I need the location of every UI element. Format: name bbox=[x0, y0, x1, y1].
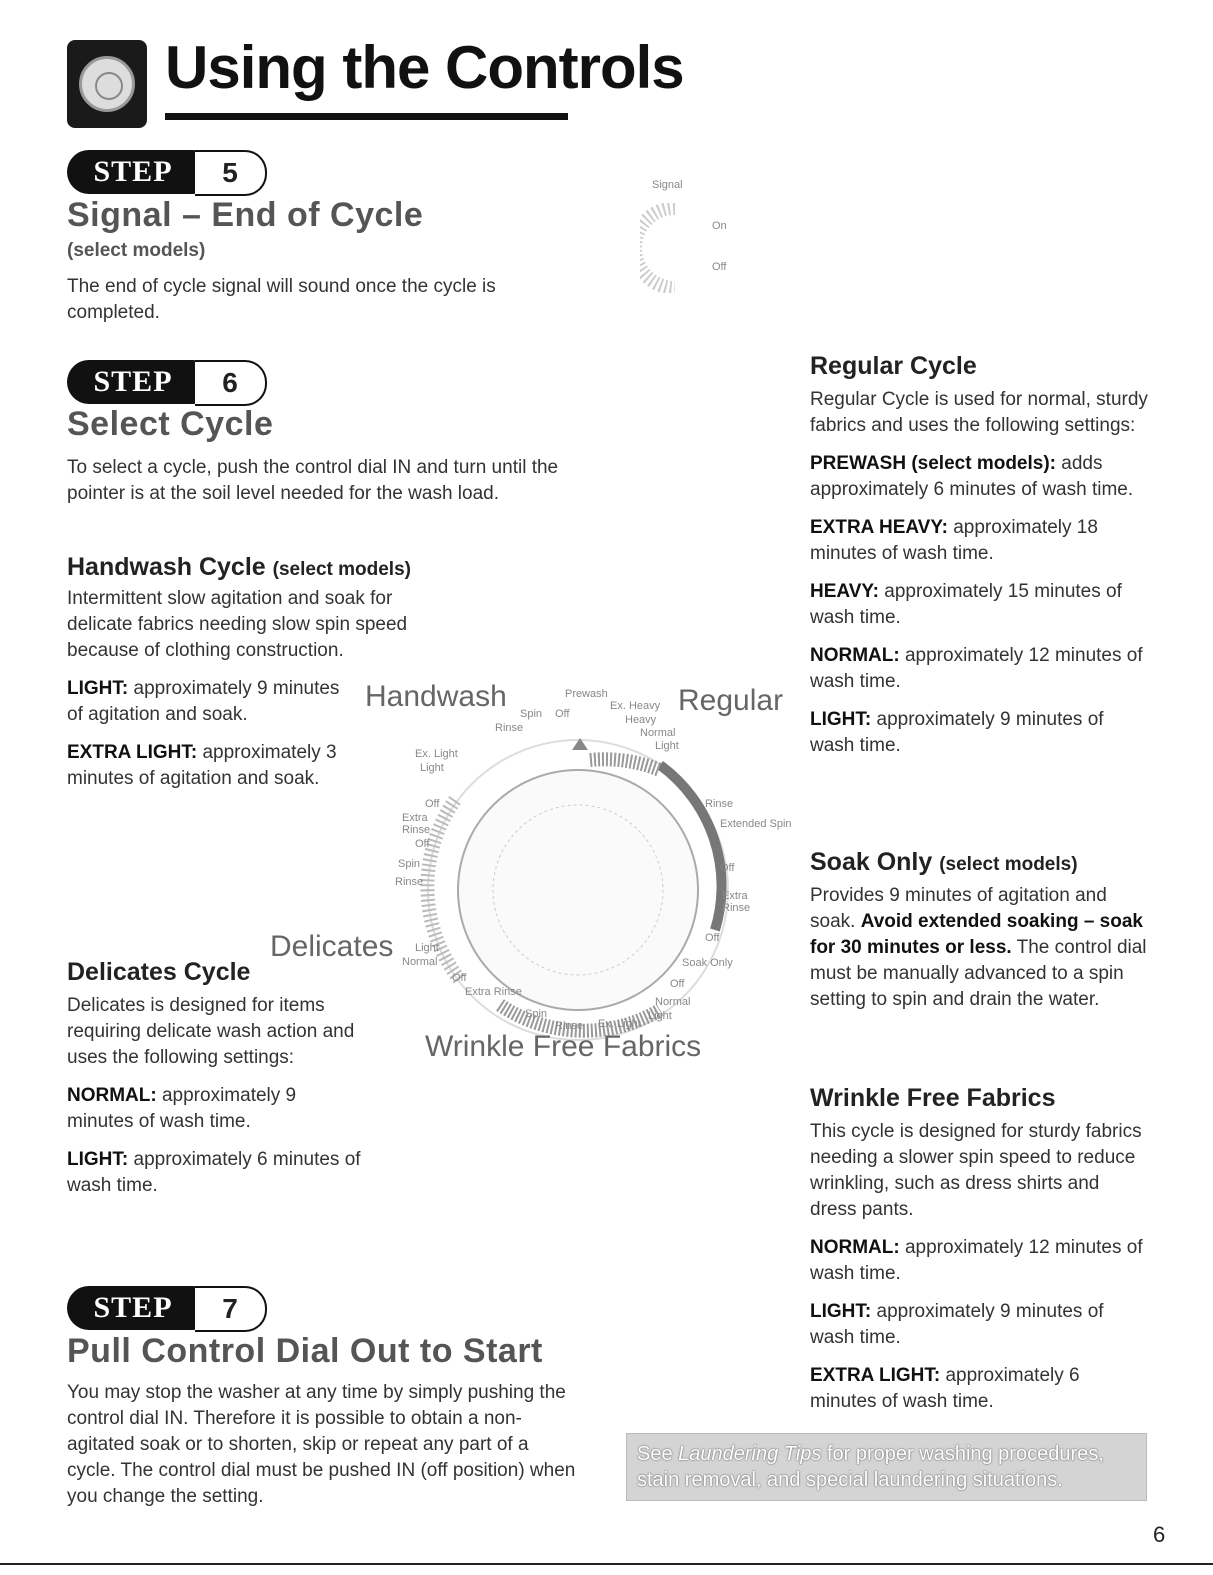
signal-off-label: Off bbox=[712, 261, 727, 273]
dial-off-label: Off bbox=[670, 978, 685, 990]
dial-ex-light-label: Ex. Light bbox=[415, 748, 458, 760]
dial-spin-label: Spin bbox=[398, 858, 421, 870]
dial-delicates-label: Delicates bbox=[270, 930, 394, 963]
soak-title: Soak Only bbox=[810, 848, 933, 876]
delicates-body: Delicates is designed for items requiring delicate wash action and uses the following settings: bbox=[67, 995, 355, 1068]
step-6-title: Select Cycle bbox=[67, 405, 274, 443]
delicates-item: LIGHT: approximately 6 minutes of wash time. bbox=[67, 1149, 361, 1196]
delicates-title: Delicates Cycle bbox=[67, 958, 251, 986]
step-5-body: The end of cycle signal will sound once the cycle is completed. bbox=[67, 276, 496, 323]
step-label: STEP bbox=[67, 1286, 199, 1330]
regular-title: Regular Cycle bbox=[810, 352, 977, 380]
dial-normal-label: Normal bbox=[402, 956, 438, 968]
dial-off-label: Off bbox=[425, 798, 440, 810]
wrinkle-item: LIGHT: approximately 9 minutes of wash time. bbox=[810, 1301, 1104, 1348]
wrinkle-item: EXTRA LIGHT: approximately 6 minutes of wash time. bbox=[810, 1365, 1080, 1412]
footer-rule bbox=[0, 1563, 1213, 1565]
step-number: 5 bbox=[195, 150, 267, 196]
delicates-section bbox=[67, 958, 387, 1211]
laundering-tips-link[interactable]: Laundering Tips bbox=[678, 1443, 822, 1465]
regular-item: EXTRA HEAVY: approximately 18 minutes of wash time. bbox=[810, 517, 1098, 564]
signal-knob-icon bbox=[640, 203, 710, 293]
dial-normal-label: Normal bbox=[655, 996, 691, 1008]
signal-on-label: On bbox=[712, 220, 727, 232]
dial-spin-label: Spin bbox=[520, 708, 543, 720]
soak-section bbox=[810, 848, 1150, 1013]
dial-light-label: Light bbox=[415, 942, 439, 954]
wrinkle-title: Wrinkle Free Fabrics bbox=[810, 1084, 1056, 1112]
dial-off-label: Off bbox=[705, 932, 720, 944]
dial-off-label: Off bbox=[415, 838, 430, 850]
regular-item: HEAVY: approximately 15 minutes of wash time. bbox=[810, 581, 1122, 628]
step-number: 7 bbox=[195, 1286, 267, 1332]
regular-item: NORMAL: approximately 12 minutes of wash time. bbox=[810, 645, 1143, 692]
dial-spin-label: Spin bbox=[525, 1008, 548, 1020]
dial-extended-spin-label: Extended Spin bbox=[720, 818, 792, 830]
dial-off-label: Off bbox=[555, 708, 570, 720]
dial-extra-rinse-label: Extra Rinse bbox=[465, 986, 522, 998]
delicates-item: NORMAL: approximately 9 minutes of wash time. bbox=[67, 1085, 297, 1132]
dial-ex-heavy-label: Ex. Heavy bbox=[610, 700, 661, 712]
step-label: STEP bbox=[67, 150, 199, 194]
dial-wrinkle-free-label: Wrinkle Free Fabrics bbox=[425, 1030, 702, 1063]
regular-item: PREWASH (select models): adds approximately 6 minutes of wash time. bbox=[810, 453, 1134, 500]
dial-off-label: Off bbox=[720, 862, 735, 874]
handwash-item: LIGHT: approximately 9 minutes of agitation and soak. bbox=[67, 678, 340, 725]
dial-rinse-label: Rinse bbox=[555, 1020, 584, 1032]
dial-light-label: Light bbox=[655, 740, 679, 752]
soak-body: Provides 9 minutes of agitation and soak. Avoid extended soaking – soak for 30 minutes or less. The control dial must be manually advanced to a spin setting to spin and drain the water. bbox=[810, 885, 1147, 1010]
dial-light-label: Light bbox=[420, 762, 444, 774]
page-number: 6 bbox=[1153, 1522, 1166, 1547]
dial-heavy-label: Heavy bbox=[625, 714, 657, 726]
wrinkle-item: NORMAL: approximately 12 minutes of wash time. bbox=[810, 1237, 1143, 1284]
handwash-title: Handwash Cycle bbox=[67, 553, 266, 581]
step-7-title: Pull Control Dial Out to Start bbox=[67, 1332, 543, 1370]
handwash-note: (select models) bbox=[272, 559, 411, 580]
regular-body: Regular Cycle is used for normal, sturdy fabrics and uses the following settings: bbox=[810, 389, 1148, 436]
dial-extra-rinse-label: Extra Rinse bbox=[402, 812, 431, 836]
dial-regular-label: Regular bbox=[678, 684, 784, 717]
soak-note: (select models) bbox=[939, 854, 1078, 875]
step-7-body: You may stop the washer at any time by simply pushing the control dial IN. Therefore it is possible to obtain a non-agitated soak or to shorten, skip or repeat any part of a cycle. The control dial must be pushed IN (off position) when you change the setting. bbox=[67, 1382, 576, 1507]
step-6-body: To select a cycle, push the control dial IN and turn until the pointer is at the soil level needed for the wash load. bbox=[67, 457, 559, 504]
dial-rinse-label: Rinse bbox=[495, 722, 524, 734]
dial-prewash-label: Prewash bbox=[565, 688, 608, 700]
dial-off-label: Off bbox=[452, 972, 467, 984]
signal-dial bbox=[630, 175, 760, 300]
dial-extra-rinse-label: Extra Rinse bbox=[722, 890, 751, 914]
dial-ex-light-label: Ex. Light bbox=[598, 1018, 641, 1030]
handwash-body: Intermittent slow agitation and soak for delicate fabrics needing slow spin speed because of clothing construction. bbox=[67, 588, 408, 661]
cycle-dial bbox=[270, 680, 810, 1070]
dial-normal-label: Normal bbox=[640, 727, 676, 739]
dial-rinse-label: Rinse bbox=[705, 798, 734, 810]
dial-handwash-label: Handwash bbox=[365, 680, 507, 713]
title-underline bbox=[165, 113, 568, 120]
dial-light-label: Light bbox=[648, 1010, 672, 1022]
step-5-subtitle: (select models) bbox=[67, 240, 206, 261]
page-title: Using the Controls bbox=[165, 34, 684, 101]
regular-section bbox=[810, 352, 1150, 771]
regular-item: LIGHT: approximately 9 minutes of wash time. bbox=[810, 709, 1104, 756]
step-number: 6 bbox=[195, 360, 267, 406]
handwash-item: EXTRA LIGHT: approximately 3 minutes of agitation and soak. bbox=[67, 742, 337, 789]
dial-soak-only-label: Soak Only bbox=[682, 957, 733, 969]
wrinkle-section bbox=[810, 1084, 1150, 1427]
dial-logo-icon bbox=[67, 40, 147, 128]
signal-dial-title: Signal bbox=[652, 179, 683, 191]
laundering-tips-note: See Laundering Tips for proper washing procedures, stain removal, and special laundering situations. bbox=[626, 1433, 1147, 1501]
wrinkle-body: This cycle is designed for sturdy fabrics needing a slower spin speed to reduce wrinkling, such as dress shirts and dress pants. bbox=[810, 1121, 1142, 1220]
step-label: STEP bbox=[67, 360, 199, 404]
dial-graphic-icon bbox=[360, 680, 810, 1070]
dial-rinse-label: Rinse bbox=[395, 876, 424, 888]
step-5-title: Signal – End of Cycle bbox=[67, 196, 424, 234]
